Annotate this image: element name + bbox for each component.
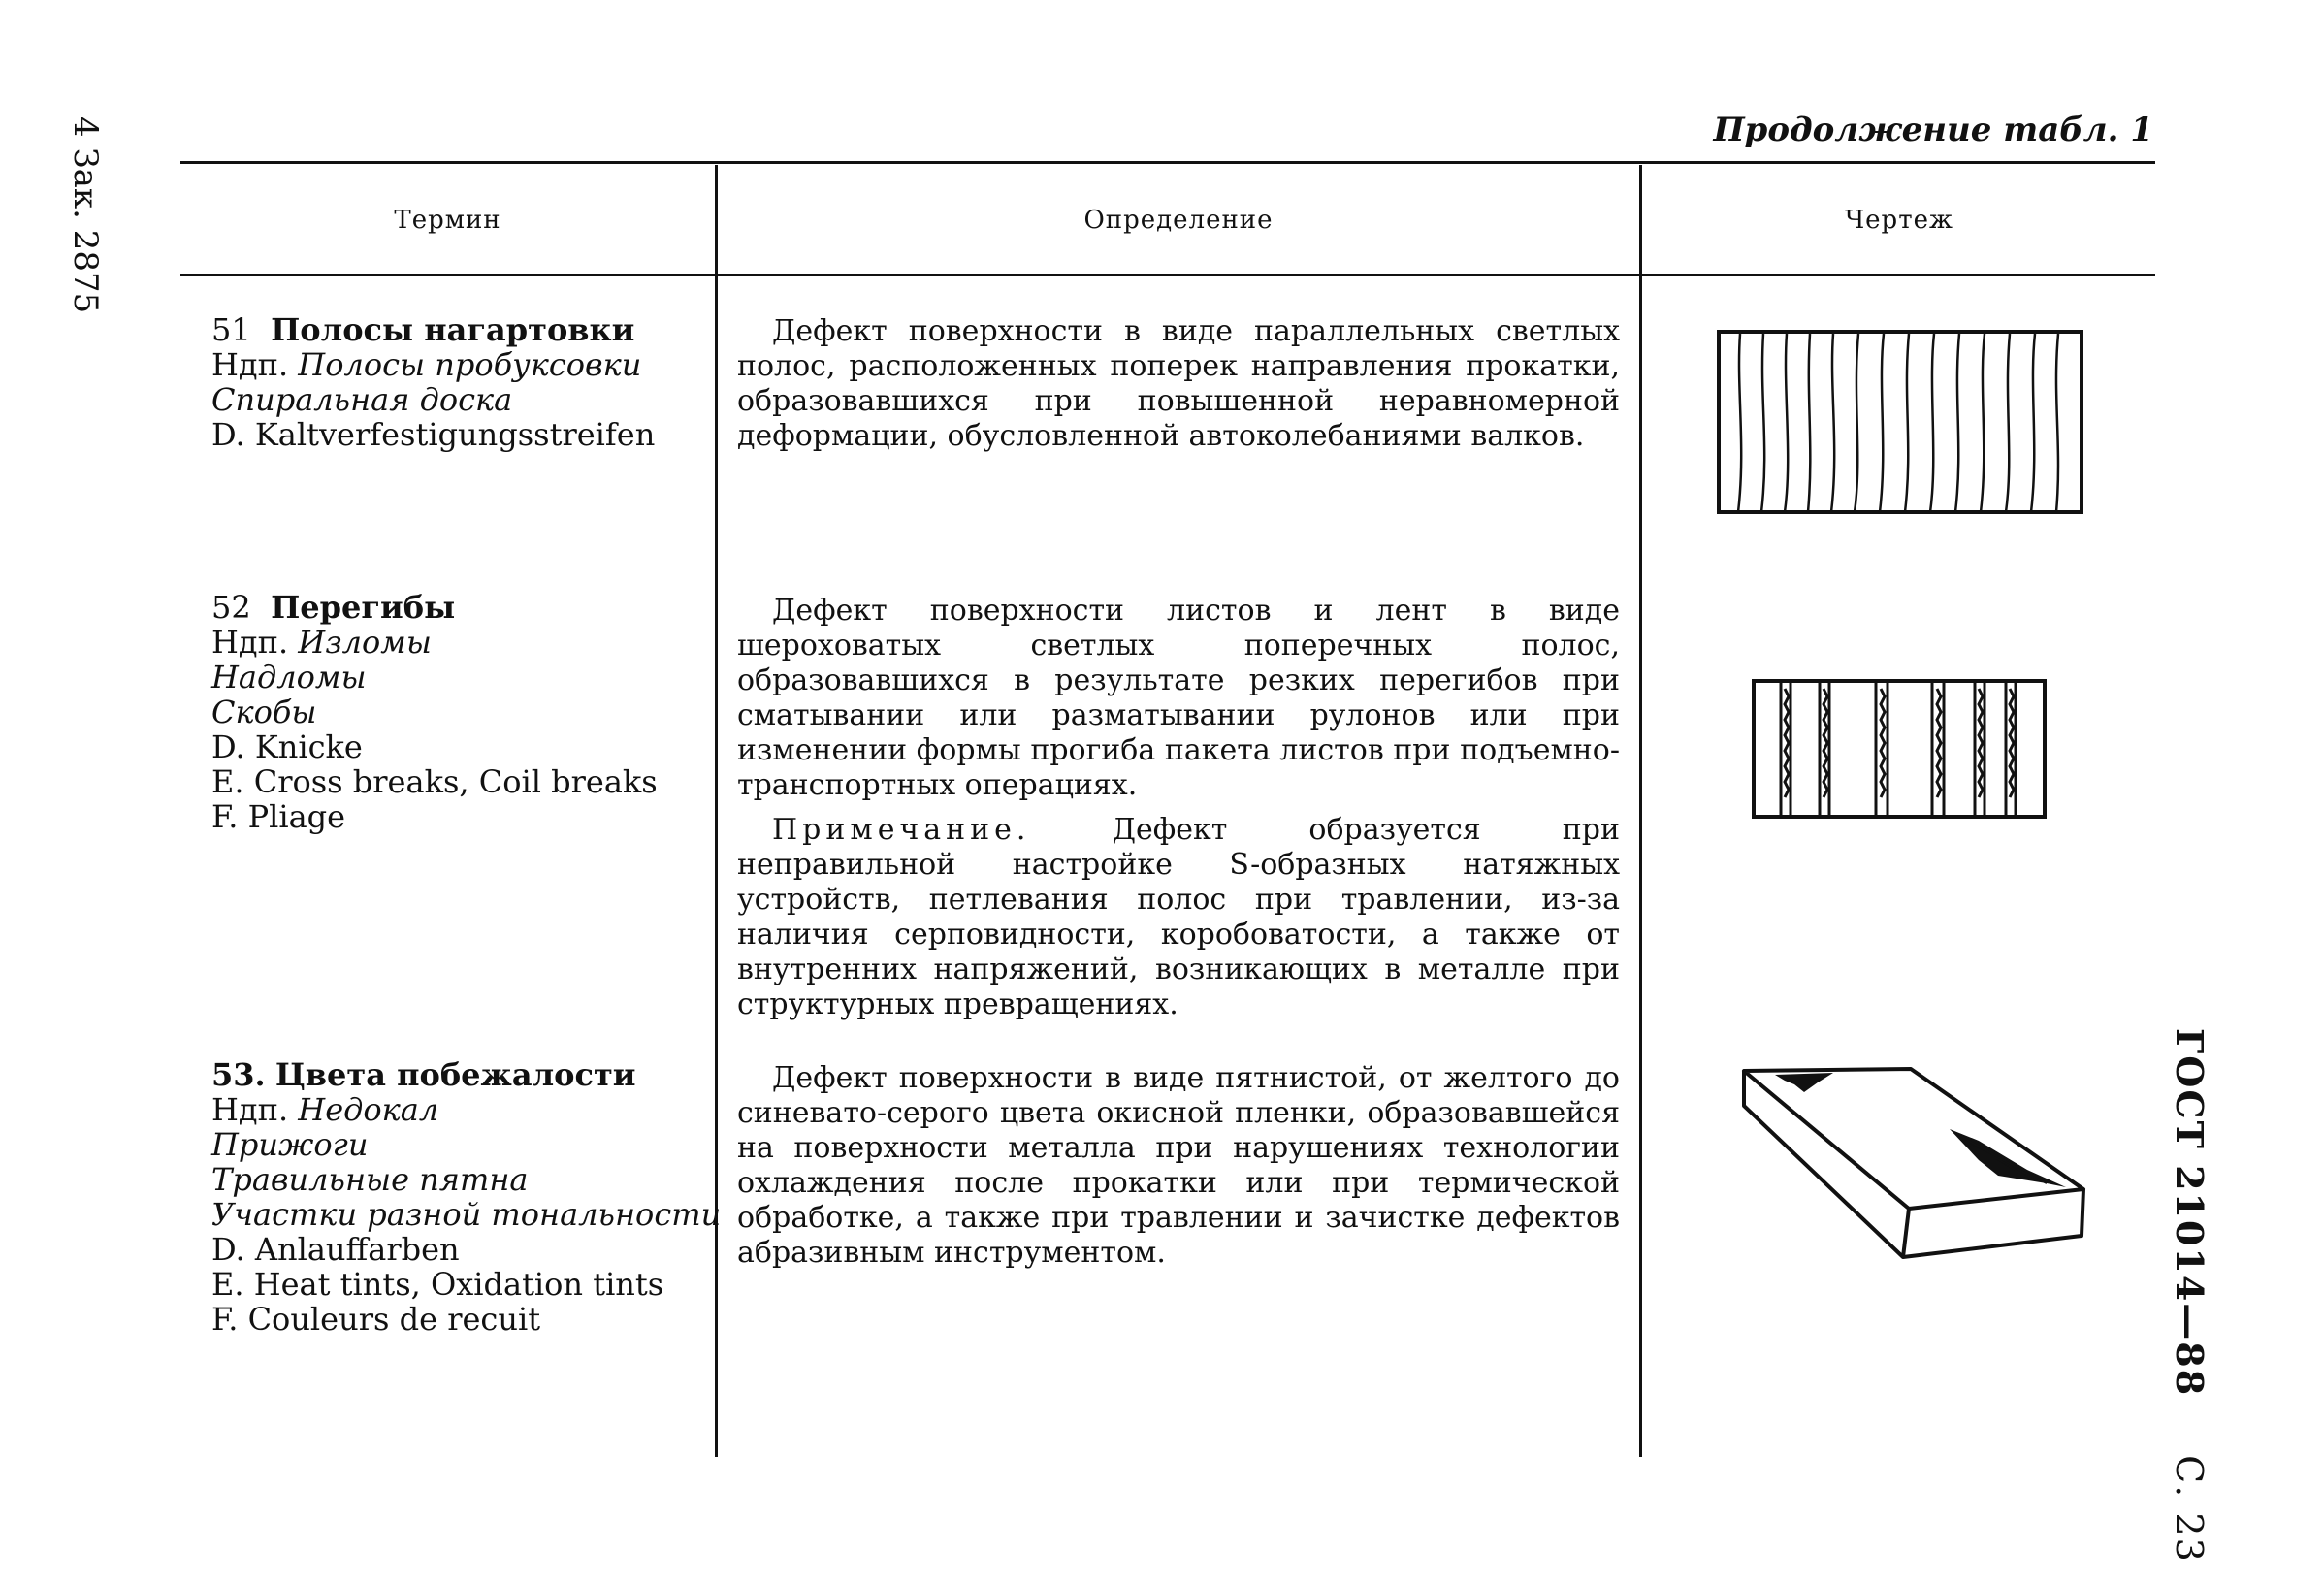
term-ndp: Прижоги (211, 1126, 369, 1163)
term-foreign: F. Couleurs de recuit (211, 1301, 541, 1338)
term-ndp: Скобы (211, 694, 317, 730)
term-53 (211, 1057, 721, 1337)
definition-51: Дефект поверхности в виде параллельных светлых полос, расположенных поперек направления прокатки, образовавшихся при повышенной неравномерной деформации, обусловленной автоколебаниями валков. (737, 314, 1620, 453)
standard-code-text: ГОСТ 21014—88 (2168, 1028, 2211, 1398)
term-title: 53. Цвета побежалости (211, 1056, 636, 1093)
term-ndp: Ндп. Полосы пробуксовки (211, 346, 642, 383)
header-term: Термин (394, 206, 501, 235)
term-foreign: E. Cross breaks, Coil breaks (211, 763, 658, 800)
standard-code (2168, 1028, 2211, 1564)
heat-tint-slab-drawing (1736, 1063, 2095, 1267)
header-definition: Определение (1083, 206, 1274, 235)
term-ndp: Травильные пятна (211, 1161, 529, 1198)
term-ndp: Участки разной тональности (211, 1196, 722, 1233)
header-drawing: Чертеж (1845, 206, 1953, 235)
term-ndp: Ндп. Недокал (211, 1091, 439, 1128)
term-51 (211, 312, 655, 452)
definition-53: Дефект поверхности в виде пятнистой, от желтого до синевато-серого цвета окисной пленки, образовавшейся на поверхности металла при нарушениях технологии охлаждения после прокатки или при термической обработке, а также при травлении и зачистке дефектов абразивным инструментом. (737, 1061, 1620, 1270)
table-continuation: Продолжение табл. 1 (1713, 111, 2153, 149)
term-foreign: D. Kaltverfestigungsstreifen (211, 416, 656, 453)
note-52 (737, 813, 1620, 1022)
column-divider-2 (1639, 165, 1642, 1457)
term-title: 52 Перегибы (211, 589, 456, 626)
term-foreign: E. Heat tints, Oxidation tints (211, 1266, 664, 1303)
note-text: Дефект образуется при неправильной настройке S-образных натяжных устройств, петлевания полос при травлении, из-за наличия серповидности, коробоватости, а также от внутренних напряжений, возникающих в металле при структурных превращениях. (737, 813, 1620, 1021)
definition-52: Дефект поверхности листов и лент в виде шероховатых светлых поперечных полос, образовавшихся в результате резких перегибов при сматывании или разматывании рулонов или при изменении формы прогиба пакета листов при подъемно-транспортных операциях. (737, 594, 1620, 802)
page-number: С. 23 (2168, 1455, 2211, 1564)
term-foreign: D. Knicke (211, 728, 363, 765)
term-ndp: Ндп. Изломы (211, 624, 432, 661)
term-title: 51 Полосы нагартовки (211, 311, 635, 348)
order-number: 4 Зак. 2875 (66, 116, 105, 314)
term-ndp: Надломы (211, 659, 367, 695)
cross-breaks-drawing (1752, 679, 2049, 821)
term-foreign: D. Anlauffarben (211, 1231, 460, 1268)
term-ndp: Спиральная доска (211, 381, 513, 418)
table-header-rule (180, 274, 2155, 276)
term-52 (211, 590, 658, 834)
table-top-rule (180, 161, 2155, 164)
note-label: Примечание. (772, 813, 1031, 847)
parallel-stripes-drawing (1717, 330, 2085, 516)
term-foreign: F. Pliage (211, 798, 346, 835)
